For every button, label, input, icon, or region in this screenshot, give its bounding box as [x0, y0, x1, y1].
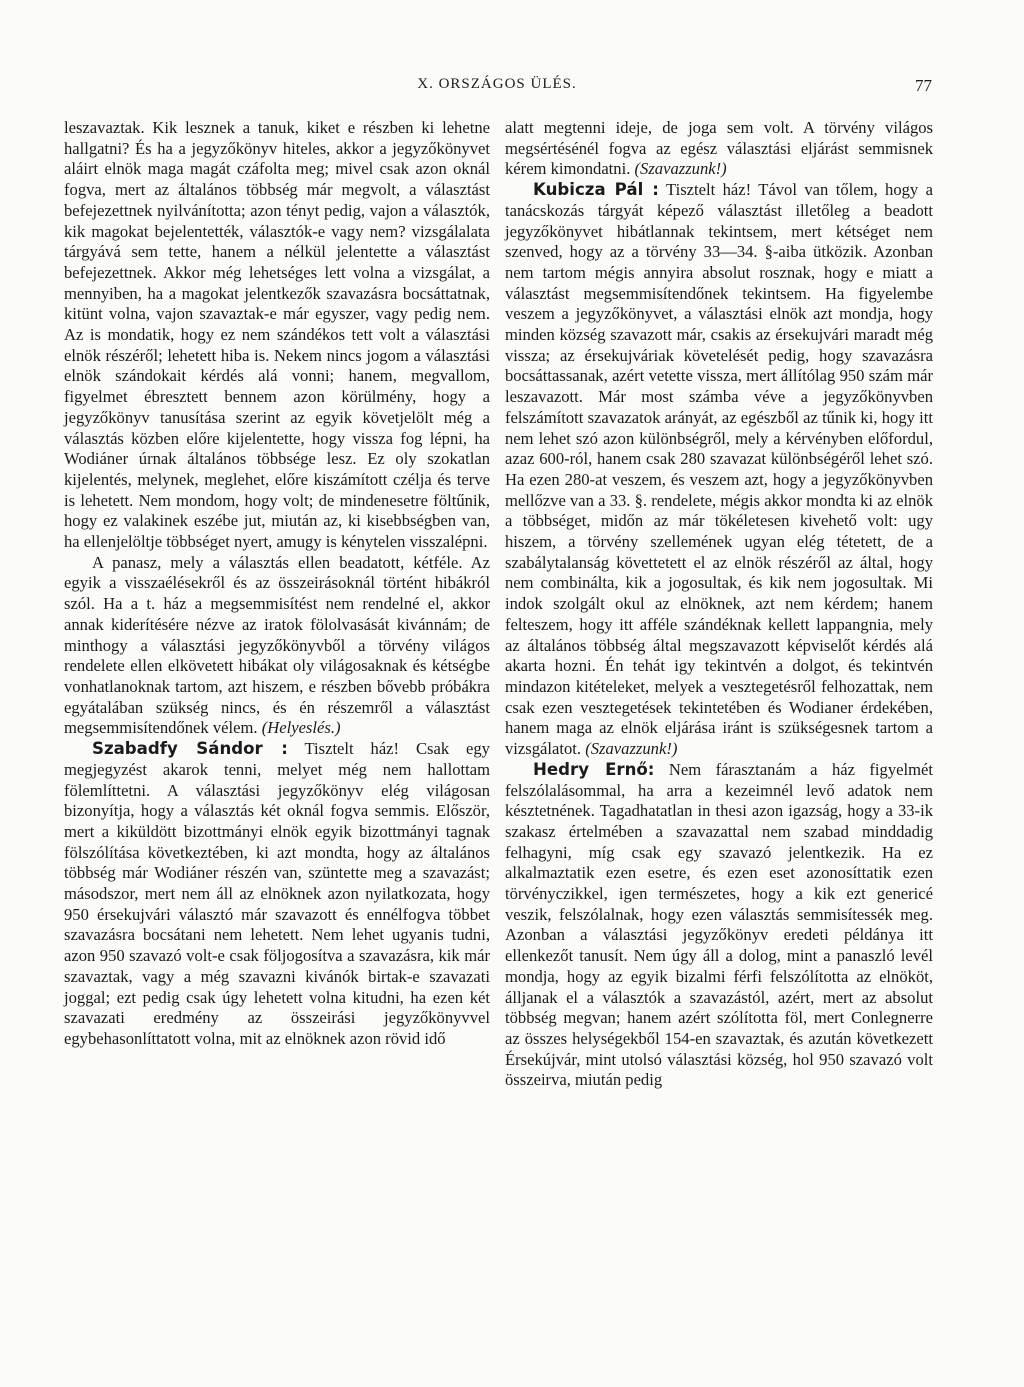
- running-title: X. ORSZÁGOS ÜLÉS.: [417, 76, 577, 92]
- paragraph-text: alatt megtenni ideje, de joga sem volt. A törvény világos megsértésénél fogva az egész választási eljárást semmisnek kérem kimondatni.: [505, 118, 933, 179]
- paragraph: [505, 118, 933, 180]
- audience-reaction: (Szavazzunk!): [585, 739, 678, 759]
- speech-paragraph: [505, 180, 933, 760]
- audience-reaction: (Szavazzunk!): [634, 159, 727, 179]
- speech-paragraph: [505, 760, 933, 1091]
- page-number: 77: [915, 76, 932, 95]
- speaker-name: Szabadfy Sándor :: [92, 739, 288, 759]
- paragraph-text: Nem fárasztanám a ház figyelmét felszólalásommal, ha arra a kezeimnél levő adatok nem késztetnének. Tagadhatatlan in thesi azon igazság, hogy a 33-ik szakasz értelmében a szavazattal nem szabad minddadig felhagyni, míg csak egy szavazó jelentkezik. Ha ez alkalmaztatik ezen esetre, és ezen eset azonosíttatik ezen törvényczikkel, igen természetes, hogy a kik ezt genericé veszik, felszólalnak, hogy ezen választás semmisítessék meg. Azonban a választási jegyzőkönyv eredeti példánya itt ellenkezőt tanusít. Nem úgy áll a dolog, mint a panaszló levél mondja, hogy az egyik bizalmi férfi felszólította az elnököt, álljanak el a választók a szavazástól, azért, mert az absolut többség megvan; hanem azért szólította föl, mert Conlegnerre az összes helységekből 154-en szavaztak, és azután következett Érsekújvár, mint utolsó választási község, hol 950 szavazó volt összeirva, miután pedig: [505, 759, 933, 1090]
- left-column: [64, 118, 490, 1050]
- speech-paragraph: [64, 739, 490, 1050]
- paragraph-text: Tisztelt ház! Távol van tőlem, hogy a tanácskozás tárgyát képező választást illetőleg a beadott jegyzőkönyvet hibátlannak tekintsem, mert kétséget nem szenved, hogy az a törvény 33—34. §-aiba ütközik. Azonban nem tartom mégis annyira absolut rosznak, hogy e miatt a választást megsemmisítendőnek tekintsem. Ha figyelembe veszem a jegyzőkönyvet, a választási elnök azt mondja, hogy minden község szavazott már, csakis az érsekujvári maradt még vissza; az érsekujváriak követelését pedig, hogy szavazásra bocsáttassanak, azért vetette vissza, mert állítólag 950 szám már leszavazott. Már most számba véve a jegyzőkönyvben felszámított szavazatok arányát, az egészből az tűnik ki, hogy itt nem lehet szó azon különbségről, mely a kérvényben előfordul, azaz 600-ról, hanem csak 280 szavazat különbségéről lehet szó. Ha ezen 280-at veszem, és veszem azt, hogy a jegyzőkönyvben mellőzve van a 33. §. rendelete, mégis akkor mondta ki az elnök a többséget, midőn az már tökéletesen kivehető volt: ugy hiszem, a törvény szellemének ugyan elég tétetett, de a szabálytalanság követtetett el az elnök részéről az által, hogy nem combinálta, kik a jogosultak, és kik nem jogosultak. Mi indok szolgált okul az elnöknek, azt nem kérdem; hanem felteszem, hogy itt afféle szándéknak kellett lappangnia, mely az általános többség által megszavazott képviselőt kérdés alá akarta hozni. Én tehát igy tekintvén a dolgot, és tekintvén mindazon kitételeket, melyek a vesztegetésről felhozattak, nem csak ezen vesztegetések tekintetében és Wodianer érdekében, hanem maga az elnök eljárása iránt is szükségesnek tartom a vizsgálatot.: [505, 180, 933, 759]
- speaker-name: Hedry Ernő:: [533, 759, 655, 779]
- right-column: [505, 118, 933, 1091]
- speaker-name: Kubicza Pál :: [533, 180, 659, 200]
- paragraph: [64, 553, 490, 739]
- audience-reaction: (Helyeslés.): [261, 718, 341, 738]
- paragraph-text: Tisztelt ház! Csak egy megjegyzést akarok tenni, melyet még nem hallottam fölemlíttetni. A választási jegyzőkönyv elég világosan bizonyítja, hogy a választás két oknál fogva semmis. Először, mert a kiküldött bizottmányi elnök egyik bizottmányi tagnak fölszólítása következtében, ki azt mondta, hogy az általános többség már Wodiáner részén van, szüntette meg a szavazást; másodszor, mert nem áll az elnöknek azon nyilatkozata, hogy 950 érsekujvári választó már szavazott és ennélfogva többet szavazásra bocsátani nem lehetett. Nem lehet ugyanis tudni, azon 950 szavazó volt-e csak följogosítva a szavazásra, kik már szavaztak, vagy a még szavazni kivánók birtak-e szavazati joggal; ezt pedig csak úgy lehetett volna kitudni, ha ezen két szavazati eredmény az összeirási jegyzőkönyvvel egybehasonlíttatott volna, mit az elnöknek azon rövid idő: [64, 739, 490, 1048]
- page-header: [62, 76, 932, 100]
- paragraph: leszavaztak. Kik lesznek a tanuk, kiket e részben ki lehetne hallgatni? És ha a jegyzőkönyv hiteles, akkor a jegyzőkönyvet aláirt elnök maga magát czáfolta meg; mivel csak azon oknál fogva, mert az általános többség már megvolt, a választást befejezettnek nyilvánította; azon tényt pedig, vajon a választók, kik magokat bejelentették, választók-e vagy nem? vizsgálalata tárgyává sem tette, hanem a nélkül jelentette a választást befejezettnek. Akkor még lehetséges lett volna a vizsgálat, a mennyiben, ha a magokat jelentkezők szavazásra bocsáttatnak, kitünt volna, vajon szavaztak-e már egyszer, vagy pedig nem. Az is mondatik, hogy ez nem szándékos tett volt a választási elnök részéről; lehetett hiba is. Nekem nincs jogom a választási elnök szándokait kérdés alá vonni; hanem, megvallom, figyelmet ébresztett bennem azon körülmény, hogy a jegyzőkönyv tanusítása szerint az egyik követjelölt még a választás közben előre kijelentette, hogy vissza fog lépni, ha Wodiáner úrnak általános többsége lesz. Ez oly szokatlan kijelentés, melynek, meglehet, előre kiszámított czélja és terve is lehetett. Nem mondom, hogy volt; de mindenesetre föltűnik, hogy ez valakinek eszébe jut, miután az, ki kisebbségben van, ha ellenjelöltje többséget nyert, amugy is kénytelen visszalépni.: [64, 118, 490, 552]
- paragraph-text: A panasz, mely a választás ellen beadatott, kétféle. Az egyik a visszaélésekről és az összeirásoknál történt hibákról szól. Ha a t. ház a megsemmisítést nem rendelné el, akkor annak kiderítésére nézve az iratok fölolvasását kivánnám; de minthogy a választási jegyzőkönyvből a törvény világos rendelete ellen elkövetett hibákat oly világosaknak és kétségbe vonhatlanoknak tartom, azt hiszem, e részben bővebb próbákra egyátalában szükség nincs, és én részemről a választást megsemmisítendőnek vélem.: [64, 552, 490, 738]
